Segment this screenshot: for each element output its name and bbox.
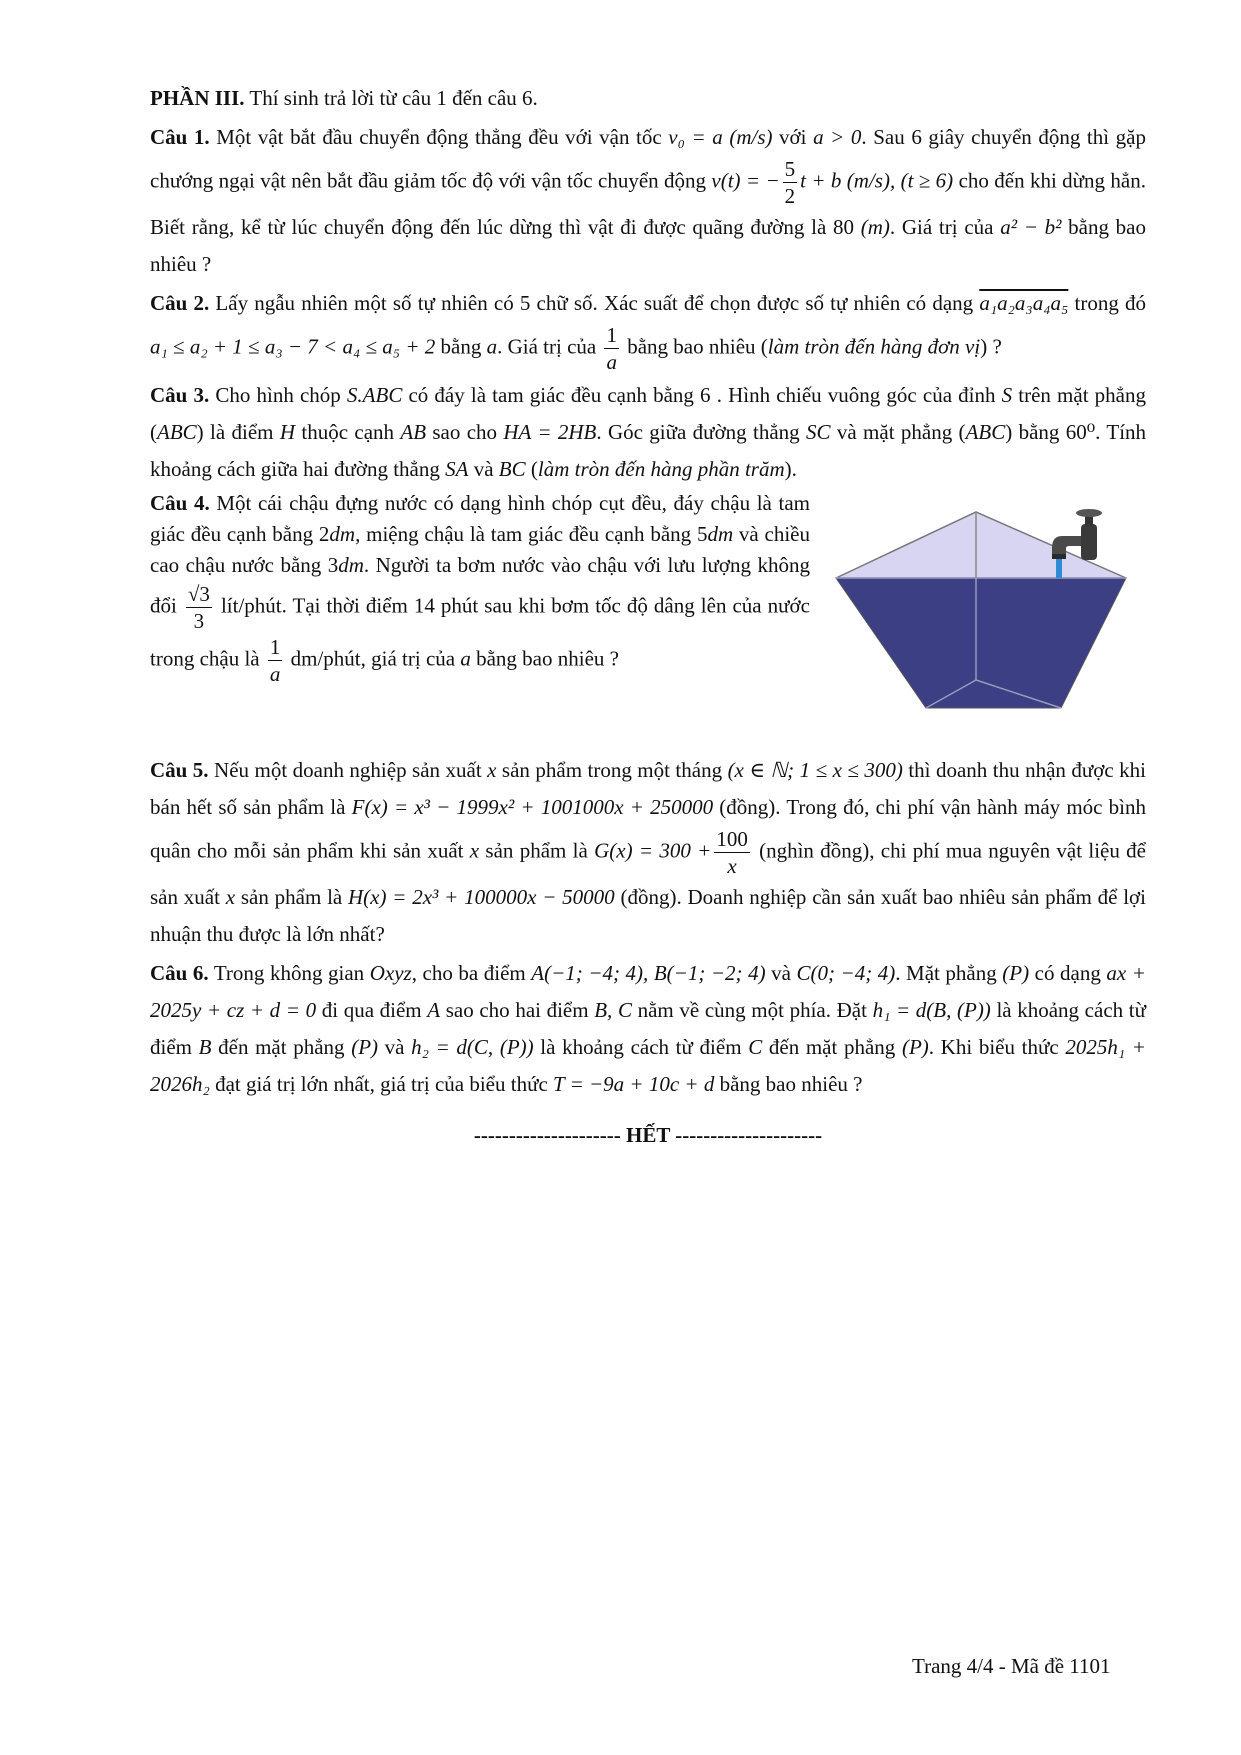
q3-text: Cho hình chóp [209, 383, 347, 407]
q3-note: làm tròn đến hàng phần trăm [537, 457, 785, 481]
faucet-icon [1052, 509, 1102, 560]
q3-math: AB [400, 420, 427, 444]
q4-text-block [150, 488, 810, 687]
q2-label: Câu 2. [150, 291, 210, 315]
q3-math: ABC [965, 420, 1006, 444]
q4-text: lít/phút. Tại thời điểm 14 phút sau khi bơm tốc độ dâng lên của nước trong chậu là [150, 593, 810, 671]
q3-label: Câu 3. [150, 383, 210, 407]
q2-text: bằng [435, 334, 487, 359]
q2-text: trong đó [1068, 291, 1146, 315]
q4-text: . Người ta bơm nước vào chậu với lưu lượng không đổi [150, 553, 810, 618]
q5-math: (x ∈ ℕ; 1 ≤ x ≤ 300) [727, 758, 903, 782]
q5-text: sản phẩm là [479, 838, 595, 863]
q1-text: cho đến khi dừng hẳn. Biết rằng, kể từ lúc chuyển động đến lúc dừng thì vật đi được quãng đường là 80 [150, 168, 1147, 239]
q5-math: x [487, 758, 497, 782]
q1-text: Một vật bắt đầu chuyển động thẳng đều với vận tốc [209, 125, 669, 149]
q3-math: ABC [157, 420, 197, 444]
q5-fraction [714, 826, 750, 879]
q6-math: 2025h₁ + 2026h₂ [150, 1035, 1146, 1096]
q3-text: và [468, 457, 499, 481]
q6-text: . Khi biểu thức [928, 1035, 1066, 1059]
fraction-denominator: a [269, 662, 281, 686]
q5-math: G(x) = 300 + [594, 838, 712, 863]
q5-math: F(x) = x³ − 1999x² + 1001000x + 250000 [351, 795, 714, 819]
q2-text: Lấy ngẫu nhiên một số tự nhiên có 5 chữ số. Xác suất để chọn được số tự nhiên có dạng [209, 291, 980, 315]
q5-math: x [225, 885, 236, 909]
question-6 [150, 955, 1146, 1103]
q5-text: (đồng). Doanh nghiệp cần sản xuất bao nhiêu sản phẩm để lợi nhuận thu được là lớn nhất? [150, 885, 1146, 946]
q4-text: và chiều cao chậu nước bằng 3 [150, 522, 810, 577]
q3-text: ) là điểm [196, 420, 280, 444]
fraction-denominator: x [727, 854, 737, 878]
q1-math: (m) [860, 215, 890, 239]
q6-text: đạt giá trị lớn nhất, giá trị của biểu thức [209, 1072, 554, 1096]
q3-math: S [1001, 383, 1013, 407]
q2-fraction [604, 322, 619, 375]
water-stream [1056, 558, 1062, 578]
q5-text: thì doanh thu nhận được khi bán hết số sản phẩm là [150, 758, 1146, 819]
q1-text: bằng bao nhiêu ? [150, 215, 1146, 276]
question-1 [150, 119, 1146, 283]
q6-math: A [427, 998, 441, 1022]
q1-math: t + b (m/s), (t ≥ 6) [800, 168, 954, 193]
q6-math: B [198, 1035, 212, 1059]
q6-math: h₁ = d(B, (P)) [872, 998, 991, 1022]
q6-math: Oxyz [369, 961, 412, 985]
q3-text: ) bằng 60⁰. Tính khoảng cách giữa hai đường thẳng [150, 420, 1147, 481]
q1-text: . Giá trị của [889, 215, 1001, 239]
q6-text: đến mặt phẳng [762, 1035, 902, 1059]
q2-text: . Giá trị của [497, 334, 602, 359]
q1-text: . Sau 6 giây chuyển động thì gặp chướng ngại vật nên bắt đầu giảm tốc độ với vận tốc chuyển động [150, 125, 1147, 193]
end-marker: --------------------- HẾT --------------------- [473, 1123, 823, 1147]
section-label: PHẦN III. [150, 86, 245, 110]
q6-text: sao cho hai điểm [440, 998, 595, 1022]
q2-text: bằng bao nhiêu ( [621, 334, 768, 359]
q3-text: . Góc giữa đường thẳng [596, 420, 807, 444]
fraction-numerator: 5 [784, 157, 796, 181]
q3-text: có đáy là tam giác đều cạnh bằng 6 . Hình chiếu vuông góc của đỉnh [402, 383, 1002, 407]
q5-text: sản phẩm là [235, 885, 349, 909]
q6-math: B, C [594, 998, 632, 1022]
q6-math: (P) [1002, 961, 1030, 985]
q1-fraction [783, 156, 798, 209]
question-3 [150, 377, 1146, 488]
fraction-numerator: 100 [716, 827, 748, 851]
q6-math: C(0; −4; 4) [796, 961, 896, 985]
q5-math: H(x) = 2x³ + 100000x − 50000 [348, 885, 615, 909]
q4-fraction [186, 581, 212, 634]
q2-math: a₁ ≤ a₂ + 1 ≤ a₃ − 7 < a₄ ≤ a₅ + 2 [150, 334, 436, 359]
q5-text: (nghìn đồng), chi phí mua nguyên vật liệu để sản xuất [150, 838, 1146, 909]
q6-text: Trong không gian [208, 961, 370, 985]
basin-water-front [836, 578, 1126, 708]
q6-math: (P) [351, 1035, 379, 1059]
q3-text: thuộc cạnh [295, 420, 401, 444]
q6-math: T = −9a + 10c + d [553, 1072, 715, 1096]
q6-text: là khoảng cách từ điểm [150, 998, 1146, 1059]
question-5 [150, 752, 1146, 953]
q6-label: Câu 6. [150, 961, 209, 985]
q6-math: h₂ = d(C, (P)) [411, 1035, 534, 1059]
q2-note: làm tròn đến hàng đơn vị [767, 334, 981, 359]
basin-figure [826, 508, 1136, 748]
page-footer: Trang 4/4 - Mã đề 1101 [912, 1654, 1111, 1678]
q6-math: ax + 2025y + cz + d = 0 [150, 961, 1146, 1022]
q5-math: x [469, 838, 480, 863]
q1-text: với [772, 125, 814, 149]
q2-math: a [486, 334, 498, 359]
q6-text: có dạng [1029, 961, 1107, 985]
q6-text: và [765, 961, 797, 985]
fraction-denominator: 3 [193, 609, 205, 633]
q3-math: BC [498, 457, 526, 481]
q5-label: Câu 5. [150, 758, 209, 782]
question-4 [150, 488, 1146, 750]
section-text: Thí sinh trả lời từ câu 1 đến câu 6. [244, 86, 538, 110]
q6-text: . Mặt phẳng [895, 961, 1003, 985]
q3-text: và mặt phẳng ( [830, 420, 966, 444]
exam-page [150, 80, 1146, 1154]
q1-label: Câu 1. [150, 125, 210, 149]
q3-math: SC [806, 420, 831, 444]
question-2 [150, 285, 1146, 375]
q2-text: ) ? [980, 334, 1002, 359]
q3-text: ). [784, 457, 797, 481]
q3-math: S.ABC [346, 383, 403, 407]
q3-text: sao cho [426, 420, 504, 444]
q6-text: và [378, 1035, 412, 1059]
q1-math: v₀ = a (m/s) [668, 125, 773, 149]
q3-math: SA [445, 457, 469, 481]
q4-unit: dm [707, 522, 734, 546]
q6-text: đến mặt phẳng [211, 1035, 352, 1059]
section-heading [150, 80, 1146, 117]
q6-text: đi qua điểm [316, 998, 428, 1022]
q6-text: là khoảng cách từ điểm [533, 1035, 749, 1059]
q1-math: a > 0 [813, 125, 862, 149]
q4-label: Câu 4. [150, 491, 210, 515]
fraction-numerator: √3 [187, 582, 210, 606]
fraction-numerator: 1 [269, 635, 281, 659]
q1-math: a² − b² [1000, 215, 1062, 239]
fraction-numerator: 1 [606, 323, 617, 347]
q6-text: bằng bao nhiêu ? [714, 1072, 863, 1096]
q6-math: (P) [901, 1035, 929, 1059]
q3-text: trên mặt phẳng ( [150, 383, 1146, 444]
q5-text: Nếu một doanh nghiệp sản xuất [208, 758, 488, 782]
q6-math: A(−1; −4; 4), B(−1; −2; 4) [531, 961, 766, 985]
q3-text: ( [525, 457, 538, 481]
q3-math: HA = 2HB [503, 420, 597, 444]
q3-math: H [279, 420, 296, 444]
q4-unit: dm [329, 522, 356, 546]
q6-math: C [748, 1035, 763, 1059]
q4-text: Một cái chậu đựng nước có dạng hình chóp cụt đều, đáy chậu là tam giác đều cạnh bằng 2 [150, 491, 810, 546]
q2-math: a₁a₂a₃a₄a₅ [979, 291, 1069, 315]
fraction-denominator: a [606, 350, 617, 374]
q4-text: bằng bao nhiêu ? [470, 646, 619, 671]
q4-unit: dm [338, 553, 364, 577]
q4-text: dm/phút, giá trị của [285, 646, 461, 671]
q5-text: sản phẩm trong một tháng [496, 758, 728, 782]
q1-math: v(t) = − [711, 168, 780, 193]
q4-fraction-2 [268, 634, 283, 687]
fraction-denominator: 2 [784, 184, 796, 208]
q5-text: (đồng). Trong đó, chi phí vận hành máy móc bình quân cho mỗi sản phẩm khi sản xuất [150, 795, 1147, 863]
q4-text: , miệng chậu là tam giác đều cạnh bằng 5 [355, 522, 708, 546]
q6-text: , cho ba điểm [411, 961, 532, 985]
q6-text: nằm về cùng một phía. Đặt [631, 998, 873, 1022]
q4-math: a [460, 646, 471, 671]
